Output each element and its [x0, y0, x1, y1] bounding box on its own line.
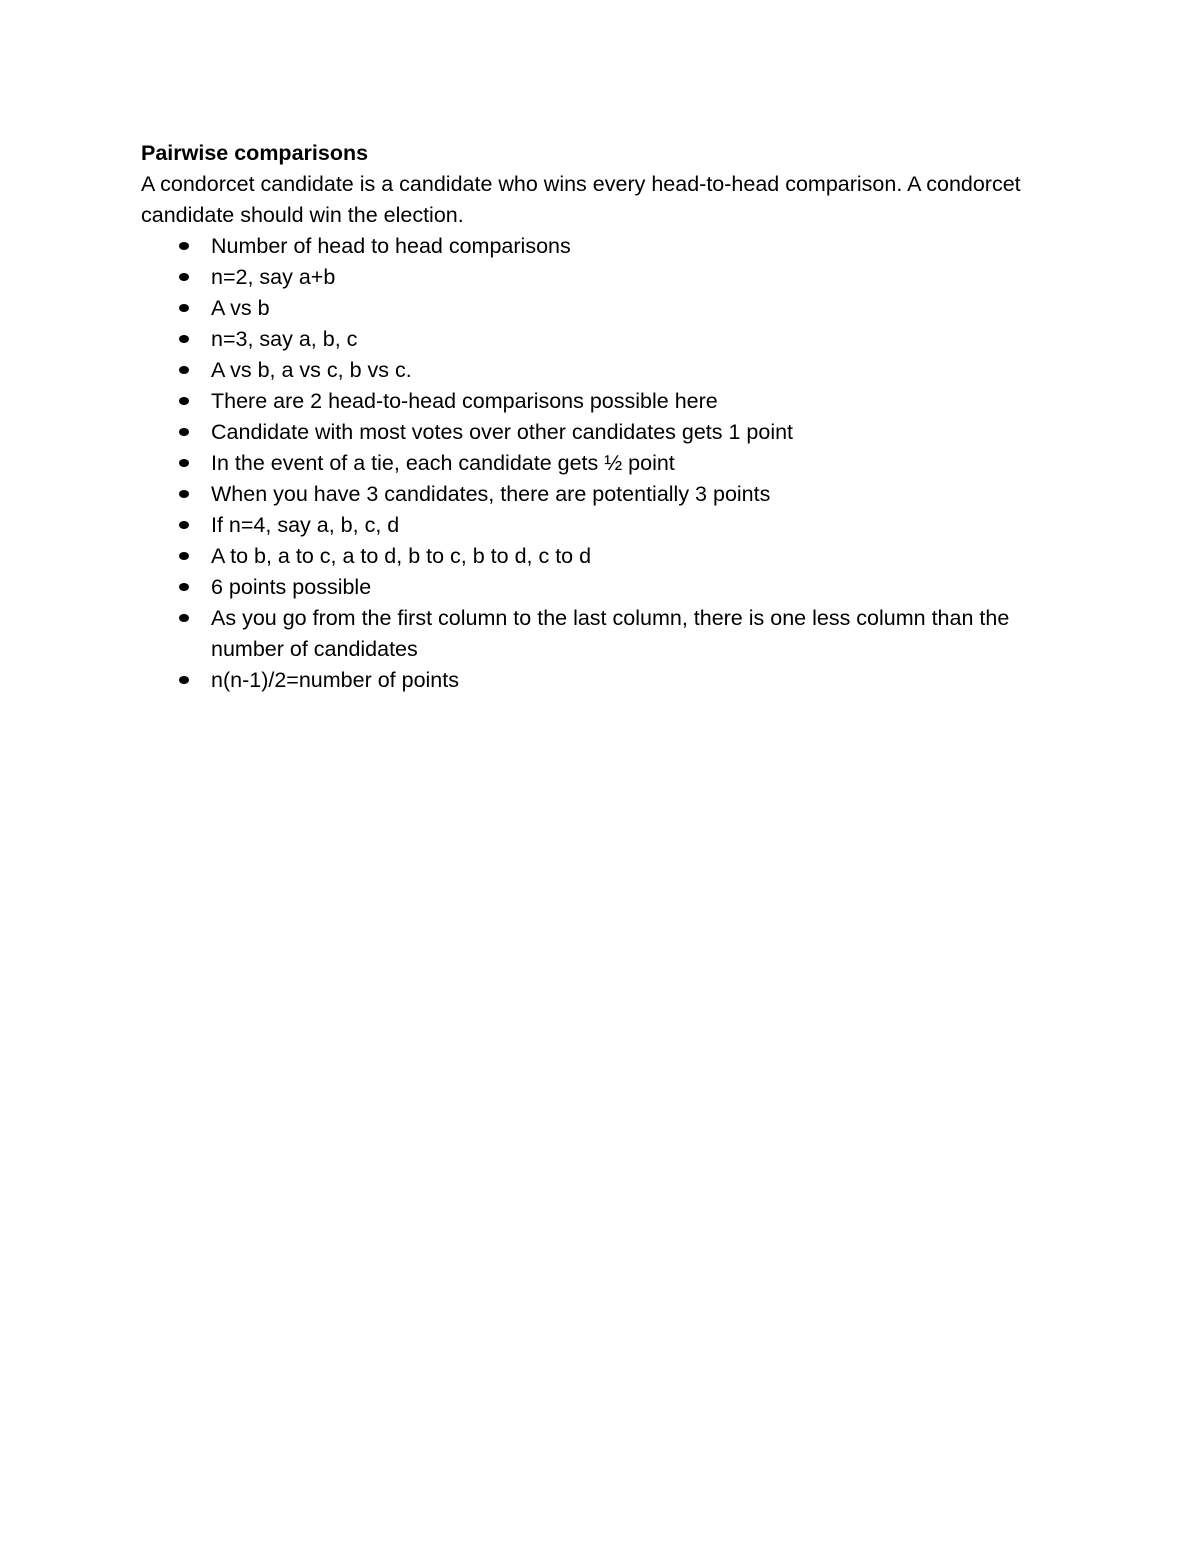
list-item-text: n=2, say a+b [211, 265, 336, 289]
list-item [141, 293, 1061, 324]
bullet-icon [179, 676, 189, 684]
bullet-icon [179, 335, 189, 343]
bullet-icon [179, 614, 189, 622]
section-heading: Pairwise comparisons [141, 141, 369, 165]
bullet-icon [179, 490, 189, 498]
bullet-list [141, 231, 1061, 696]
list-item [141, 541, 1061, 572]
bullet-icon [179, 521, 189, 529]
list-item-text: n=3, say a, b, c [211, 327, 358, 351]
intro-paragraph: A condorcet candidate is a candidate who wins every head-to-head comparison. A condorcet candidate should win the election. [141, 172, 1021, 227]
list-item [141, 355, 1061, 386]
list-item-text: A vs b [211, 296, 270, 320]
list-item [141, 231, 1061, 262]
bullet-icon [179, 583, 189, 591]
list-item-text: When you have 3 candidates, there are potentially 3 points [211, 482, 771, 506]
bullet-icon [179, 552, 189, 560]
list-item-text: 6 points possible [211, 575, 372, 599]
list-item [141, 324, 1061, 355]
list-item [141, 386, 1061, 417]
bullet-icon [179, 397, 189, 405]
list-item-text: Candidate with most votes over other candidates gets 1 point [211, 420, 794, 444]
bullet-icon [179, 459, 189, 467]
list-item-text: n(n-1)/2=number of points [211, 668, 459, 692]
bullet-icon [179, 273, 189, 281]
list-item [141, 603, 1061, 665]
list-item-text: In the event of a tie, each candidate gets ½ point [211, 451, 675, 475]
list-item [141, 572, 1061, 603]
bullet-icon [179, 304, 189, 312]
list-item-text: There are 2 head-to-head comparisons possible here [211, 389, 718, 413]
list-item [141, 448, 1061, 479]
list-item [141, 417, 1061, 448]
list-item-text: A vs b, a vs c, b vs c. [211, 358, 412, 382]
list-item-text: If n=4, say a, b, c, d [211, 513, 400, 537]
list-item [141, 262, 1061, 293]
list-item-text: Number of head to head comparisons [211, 234, 571, 258]
list-item [141, 479, 1061, 510]
list-item [141, 665, 1061, 696]
document-body [141, 138, 1061, 696]
bullet-icon [179, 242, 189, 250]
bullet-icon [179, 428, 189, 436]
list-item-text: As you go from the first column to the last column, there is one less column than the number of candidates [211, 606, 1010, 661]
bullet-icon [179, 366, 189, 374]
list-item-text: A to b, a to c, a to d, b to c, b to d, c to d [211, 544, 592, 568]
list-item [141, 510, 1061, 541]
